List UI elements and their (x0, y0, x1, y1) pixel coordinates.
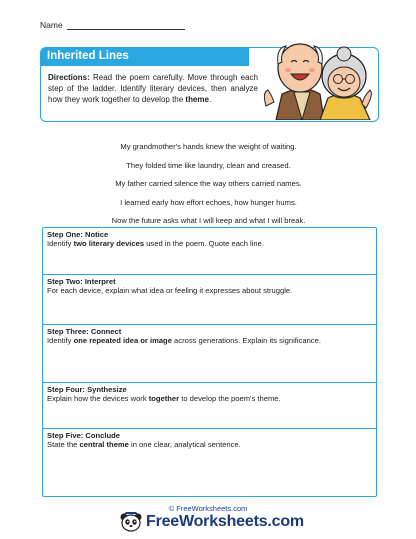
step-title: Step Five: Conclude (47, 431, 120, 440)
panda-icon (120, 512, 142, 532)
step-ladder (42, 227, 377, 497)
directions-body: Read the poem carefully. Move through each step of the ladder. Identify literary devices, then analyze how they work together to develop the (48, 73, 258, 104)
step-instruction: For each device, explain what idea or feeling it expresses about struggle. (47, 286, 293, 295)
footer-url[interactable]: © FreeWorksheets.com (168, 504, 248, 513)
step-title: Step Two: Interpret (47, 277, 116, 286)
footer-logo[interactable] (120, 512, 304, 532)
step-three-box[interactable] (43, 325, 376, 383)
poem-line: Now the future asks what I will keep and what I will break. (111, 216, 306, 225)
step-one-box[interactable] (43, 228, 376, 275)
step-instruction: Identify one repeated idea or image across generations. Explain its significance. (47, 336, 321, 345)
step-title: Step Four: Synthesize (47, 385, 127, 394)
worksheet-title: Inherited Lines (47, 50, 129, 62)
directions-panel (40, 47, 379, 122)
step-two-box[interactable] (43, 275, 376, 325)
step-instruction: Explain how the devices work together to develop the poem's theme. (47, 394, 281, 403)
poem-line: They folded time like laundry, clean and creased. (126, 160, 291, 170)
poem (40, 141, 377, 234)
poem-line: My grandmother's hands knew the weight of waiting. (120, 142, 297, 151)
poem-line: My father carried silence the way others carried names. (115, 179, 302, 188)
directions-text (48, 72, 258, 105)
step-instruction: Identify two literary devices used in the poem. Quote each line. (47, 239, 264, 248)
grandparents-illustration (258, 36, 376, 120)
step-four-box[interactable] (43, 383, 376, 429)
title-bar (41, 48, 249, 66)
name-label: Name (40, 20, 63, 30)
step-five-box[interactable] (43, 429, 376, 496)
name-field-line[interactable] (67, 20, 185, 30)
directions-label: Directions: (48, 73, 90, 82)
step-title: Step Three: Connect (47, 327, 122, 336)
step-instruction: State the central theme in one clear, analytical sentence. (47, 440, 241, 449)
logo-text: FreeWorksheets.com (146, 513, 304, 530)
poem-line: I learned early how effort echoes, how hunger hums. (120, 197, 297, 207)
directions-end: . (208, 95, 212, 104)
name-row (40, 20, 185, 30)
step-title: Step One: Notice (47, 230, 109, 239)
directions-theme-word: theme (185, 95, 209, 104)
